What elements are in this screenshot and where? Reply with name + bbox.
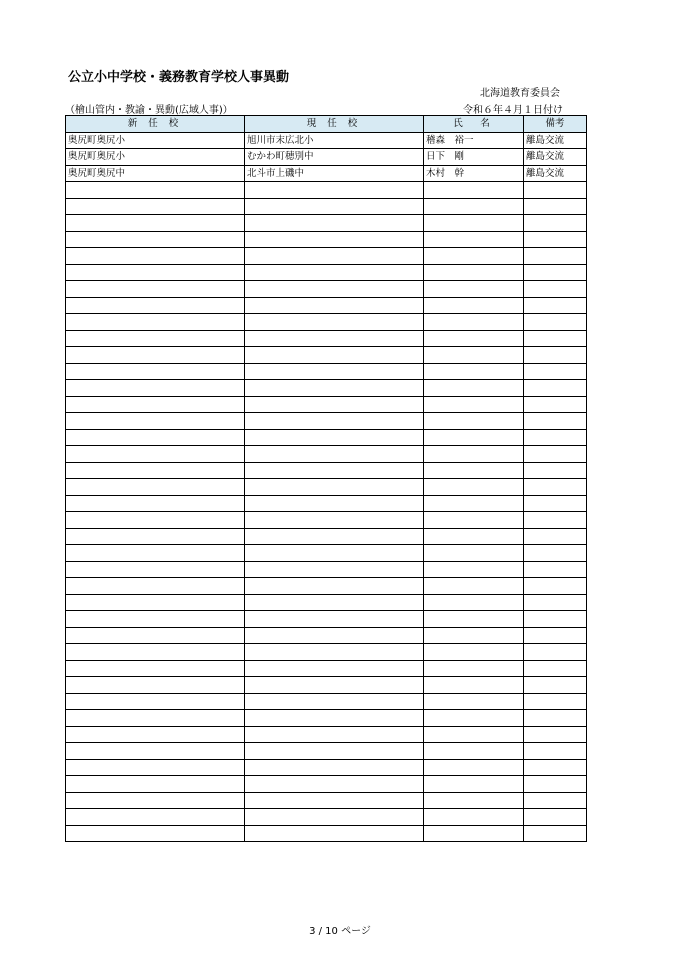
- empty-cell: [424, 545, 524, 562]
- empty-cell: [424, 759, 524, 776]
- empty-cell: [524, 693, 587, 710]
- empty-cell: [66, 776, 245, 793]
- empty-cell: [524, 363, 587, 380]
- empty-table-row: [66, 495, 587, 512]
- empty-table-row: [66, 198, 587, 215]
- empty-cell: [245, 726, 424, 743]
- empty-cell: [424, 347, 524, 364]
- empty-cell: [245, 314, 424, 331]
- column-header-new-school: 新 任 校: [66, 116, 245, 133]
- empty-table-row: [66, 545, 587, 562]
- empty-cell: [424, 297, 524, 314]
- cell-remarks: 離島交流: [524, 132, 587, 149]
- empty-cell: [66, 677, 245, 694]
- empty-cell: [424, 693, 524, 710]
- empty-cell: [524, 380, 587, 397]
- empty-table-row: [66, 677, 587, 694]
- issuer-name: 北海道教育委員会: [480, 88, 560, 99]
- empty-cell: [66, 627, 245, 644]
- empty-cell: [66, 314, 245, 331]
- empty-cell: [424, 380, 524, 397]
- empty-cell: [524, 660, 587, 677]
- empty-cell: [424, 330, 524, 347]
- empty-cell: [245, 693, 424, 710]
- empty-table-row: [66, 446, 587, 463]
- empty-table-row: [66, 215, 587, 232]
- empty-cell: [524, 479, 587, 496]
- cell-name: 木村 幹: [424, 165, 524, 182]
- empty-cell: [424, 182, 524, 199]
- empty-cell: [66, 231, 245, 248]
- empty-cell: [245, 809, 424, 826]
- empty-table-row: [66, 330, 587, 347]
- table-row: [66, 149, 587, 166]
- empty-cell: [524, 248, 587, 265]
- empty-cell: [245, 215, 424, 232]
- empty-cell: [524, 314, 587, 331]
- column-header-remarks: 備考: [524, 116, 587, 133]
- effective-date: 令和６年４月１日付け: [463, 105, 563, 116]
- empty-cell: [66, 462, 245, 479]
- empty-table-row: [66, 611, 587, 628]
- empty-cell: [424, 644, 524, 661]
- empty-cell: [245, 743, 424, 760]
- empty-cell: [524, 297, 587, 314]
- cell-current-school: 旭川市末広北小: [245, 132, 424, 149]
- empty-cell: [66, 594, 245, 611]
- column-header-name: 氏 名: [424, 116, 524, 133]
- empty-cell: [66, 264, 245, 281]
- empty-cell: [245, 182, 424, 199]
- empty-cell: [66, 413, 245, 430]
- empty-cell: [245, 330, 424, 347]
- empty-cell: [66, 380, 245, 397]
- empty-table-row: [66, 231, 587, 248]
- empty-cell: [66, 743, 245, 760]
- empty-cell: [245, 429, 424, 446]
- column-header-current-school: 現 任 校: [245, 116, 424, 133]
- empty-cell: [524, 330, 587, 347]
- empty-cell: [524, 759, 587, 776]
- empty-cell: [66, 363, 245, 380]
- empty-cell: [66, 710, 245, 727]
- empty-cell: [66, 248, 245, 265]
- empty-cell: [245, 660, 424, 677]
- empty-table-row: [66, 182, 587, 199]
- empty-cell: [524, 446, 587, 463]
- empty-cell: [424, 413, 524, 430]
- cell-new-school: 奥尻町奥尻中: [66, 165, 245, 182]
- empty-cell: [245, 231, 424, 248]
- empty-cell: [424, 726, 524, 743]
- empty-cell: [524, 231, 587, 248]
- empty-table-row: [66, 726, 587, 743]
- cell-remarks: 離島交流: [524, 149, 587, 166]
- empty-cell: [524, 776, 587, 793]
- empty-cell: [245, 264, 424, 281]
- empty-cell: [245, 545, 424, 562]
- empty-table-row: [66, 660, 587, 677]
- empty-cell: [245, 198, 424, 215]
- empty-cell: [424, 792, 524, 809]
- empty-cell: [524, 809, 587, 826]
- cell-new-school: 奥尻町奥尻小: [66, 132, 245, 149]
- document-subtitle: （檜山管内・教諭・異動(広域人事)）: [65, 105, 233, 116]
- empty-cell: [524, 198, 587, 215]
- empty-cell: [524, 677, 587, 694]
- empty-table-row: [66, 512, 587, 529]
- cell-current-school: むかわ町穂別中: [245, 149, 424, 166]
- empty-cell: [424, 578, 524, 595]
- page-number: 3 / 10 ページ: [309, 926, 371, 937]
- empty-cell: [424, 248, 524, 265]
- empty-table-row: [66, 297, 587, 314]
- empty-cell: [66, 561, 245, 578]
- empty-cell: [245, 644, 424, 661]
- empty-cell: [66, 182, 245, 199]
- empty-table-row: [66, 693, 587, 710]
- empty-cell: [424, 215, 524, 232]
- empty-cell: [245, 479, 424, 496]
- empty-cell: [245, 413, 424, 430]
- empty-cell: [66, 512, 245, 529]
- empty-cell: [424, 809, 524, 826]
- empty-table-row: [66, 578, 587, 595]
- empty-cell: [66, 825, 245, 842]
- empty-cell: [524, 429, 587, 446]
- empty-cell: [245, 396, 424, 413]
- empty-cell: [524, 512, 587, 529]
- empty-table-row: [66, 759, 587, 776]
- empty-cell: [66, 396, 245, 413]
- empty-table-row: [66, 413, 587, 430]
- empty-table-row: [66, 314, 587, 331]
- cell-name: 日下 剛: [424, 149, 524, 166]
- empty-cell: [524, 495, 587, 512]
- personnel-table: [65, 115, 587, 842]
- empty-cell: [424, 611, 524, 628]
- empty-cell: [66, 330, 245, 347]
- empty-table-row: [66, 528, 587, 545]
- table-body: [66, 132, 587, 842]
- empty-cell: [66, 726, 245, 743]
- empty-cell: [66, 611, 245, 628]
- empty-table-row: [66, 462, 587, 479]
- empty-cell: [245, 710, 424, 727]
- cell-remarks: 離島交流: [524, 165, 587, 182]
- empty-cell: [245, 347, 424, 364]
- empty-cell: [424, 594, 524, 611]
- empty-cell: [66, 792, 245, 809]
- cell-name: 稽森 裕一: [424, 132, 524, 149]
- empty-cell: [424, 495, 524, 512]
- empty-table-row: [66, 264, 587, 281]
- empty-table-row: [66, 825, 587, 842]
- empty-cell: [424, 264, 524, 281]
- empty-table-row: [66, 248, 587, 265]
- empty-cell: [524, 726, 587, 743]
- empty-cell: [245, 446, 424, 463]
- cell-new-school: 奥尻町奥尻小: [66, 149, 245, 166]
- empty-cell: [245, 825, 424, 842]
- empty-cell: [245, 561, 424, 578]
- empty-cell: [245, 578, 424, 595]
- empty-table-row: [66, 479, 587, 496]
- empty-table-row: [66, 594, 587, 611]
- empty-cell: [66, 215, 245, 232]
- table-row: [66, 165, 587, 182]
- empty-table-row: [66, 281, 587, 298]
- empty-cell: [424, 281, 524, 298]
- empty-cell: [66, 347, 245, 364]
- empty-cell: [524, 182, 587, 199]
- empty-cell: [424, 314, 524, 331]
- empty-cell: [524, 347, 587, 364]
- empty-cell: [524, 644, 587, 661]
- empty-cell: [66, 446, 245, 463]
- empty-cell: [245, 759, 424, 776]
- empty-cell: [524, 528, 587, 545]
- empty-cell: [245, 297, 424, 314]
- empty-cell: [524, 561, 587, 578]
- empty-table-row: [66, 627, 587, 644]
- empty-cell: [66, 809, 245, 826]
- empty-table-row: [66, 809, 587, 826]
- empty-table-row: [66, 429, 587, 446]
- table-header-row: [66, 116, 587, 133]
- empty-cell: [424, 479, 524, 496]
- empty-cell: [66, 297, 245, 314]
- empty-cell: [524, 611, 587, 628]
- empty-cell: [245, 627, 424, 644]
- empty-cell: [245, 776, 424, 793]
- empty-table-row: [66, 396, 587, 413]
- empty-cell: [524, 413, 587, 430]
- empty-cell: [424, 710, 524, 727]
- empty-cell: [524, 825, 587, 842]
- empty-cell: [66, 578, 245, 595]
- empty-cell: [245, 792, 424, 809]
- empty-table-row: [66, 363, 587, 380]
- empty-table-row: [66, 561, 587, 578]
- empty-cell: [245, 677, 424, 694]
- empty-cell: [524, 396, 587, 413]
- empty-cell: [524, 281, 587, 298]
- empty-cell: [524, 627, 587, 644]
- empty-cell: [245, 611, 424, 628]
- empty-table-row: [66, 347, 587, 364]
- empty-cell: [424, 776, 524, 793]
- empty-cell: [66, 495, 245, 512]
- empty-cell: [424, 528, 524, 545]
- empty-table-row: [66, 644, 587, 661]
- empty-cell: [66, 644, 245, 661]
- empty-cell: [245, 495, 424, 512]
- empty-cell: [524, 264, 587, 281]
- empty-cell: [245, 380, 424, 397]
- empty-cell: [424, 660, 524, 677]
- empty-cell: [245, 512, 424, 529]
- empty-cell: [524, 545, 587, 562]
- empty-cell: [424, 429, 524, 446]
- empty-cell: [66, 429, 245, 446]
- empty-cell: [524, 462, 587, 479]
- empty-cell: [424, 231, 524, 248]
- empty-cell: [424, 462, 524, 479]
- empty-table-row: [66, 776, 587, 793]
- empty-cell: [524, 743, 587, 760]
- empty-cell: [245, 528, 424, 545]
- empty-cell: [424, 396, 524, 413]
- empty-cell: [424, 825, 524, 842]
- empty-cell: [424, 446, 524, 463]
- empty-cell: [66, 281, 245, 298]
- empty-cell: [66, 693, 245, 710]
- empty-table-row: [66, 380, 587, 397]
- empty-table-row: [66, 743, 587, 760]
- empty-cell: [524, 594, 587, 611]
- empty-cell: [424, 198, 524, 215]
- empty-cell: [245, 462, 424, 479]
- empty-cell: [524, 710, 587, 727]
- empty-cell: [66, 759, 245, 776]
- empty-cell: [424, 677, 524, 694]
- table-row: [66, 132, 587, 149]
- empty-cell: [524, 215, 587, 232]
- cell-current-school: 北斗市上磯中: [245, 165, 424, 182]
- empty-cell: [424, 743, 524, 760]
- empty-cell: [424, 561, 524, 578]
- empty-cell: [66, 660, 245, 677]
- empty-table-row: [66, 792, 587, 809]
- empty-table-row: [66, 710, 587, 727]
- empty-cell: [66, 198, 245, 215]
- empty-cell: [524, 578, 587, 595]
- empty-cell: [66, 528, 245, 545]
- empty-cell: [66, 545, 245, 562]
- empty-cell: [524, 792, 587, 809]
- document-title: 公立小中学校・義務教育学校人事異動: [68, 70, 290, 85]
- empty-cell: [424, 627, 524, 644]
- empty-cell: [245, 363, 424, 380]
- empty-cell: [245, 594, 424, 611]
- empty-cell: [245, 281, 424, 298]
- empty-cell: [245, 248, 424, 265]
- empty-cell: [66, 479, 245, 496]
- empty-cell: [424, 363, 524, 380]
- empty-cell: [424, 512, 524, 529]
